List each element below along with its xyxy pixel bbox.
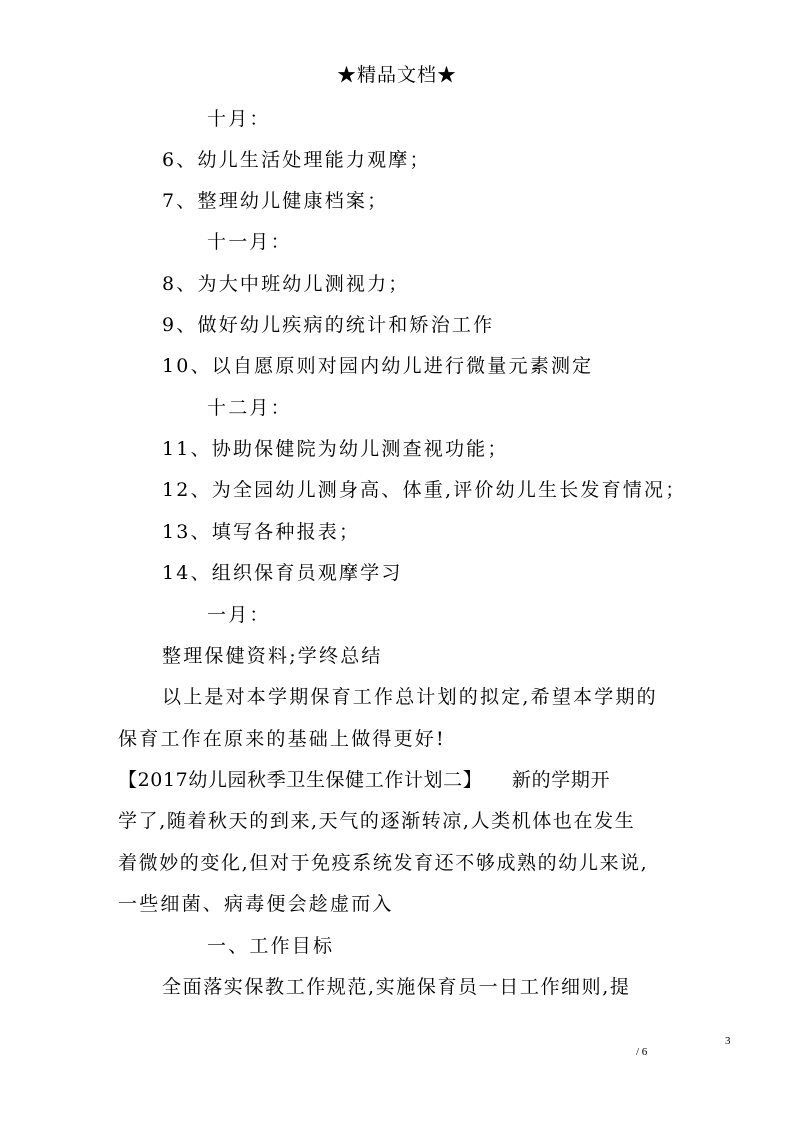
plan-item-6: 6、幼儿生活处理能力观摩； <box>162 149 431 171</box>
document-header: ★精品文档★ <box>336 64 457 86</box>
plan-item-10: 10、以自愿原则对园内幼儿进行微量元素测定 <box>162 355 594 377</box>
plan-item-9: 9、做好幼儿疾病的统计和矫治工作 <box>162 314 495 336</box>
plan-item-14: 14、组织保育员观摩学习 <box>162 562 403 584</box>
plan-item-11: 11、协助保健院为幼儿测查视功能； <box>162 438 509 460</box>
plan-item-12: 12、为全园幼儿测身高、体重,评价幼儿生长发育情况； <box>162 479 687 501</box>
page-number: 3 <box>725 1035 731 1047</box>
plan-item-7: 7、整理幼儿健康档案； <box>162 190 389 212</box>
intro-paragraph-line-1: 学了,随着秋天的到来,天气的逐渐转凉,人类机体也在发生 <box>118 810 636 832</box>
section-title-plan-two: 【2017幼儿园秋季卫生保健工作计划二】 新的学期开 <box>118 769 611 791</box>
intro-paragraph-line-2: 着微妙的变化,但对于免疫系统发育还不够成熟的幼儿来说, <box>118 852 649 874</box>
month-heading-january: 一月： <box>207 604 271 626</box>
conclusion-line-1: 以上是对本学期保育工作总计划的拟定,希望本学期的 <box>162 686 658 708</box>
month-heading-december: 十二月： <box>207 397 292 419</box>
month-heading-november: 十一月： <box>207 231 292 253</box>
plan-item-8: 8、为大中班幼儿测视力； <box>162 273 410 295</box>
intro-paragraph-line-3: 一些细菌、病毒便会趁虚而入 <box>118 893 394 915</box>
plan-item-january: 整理保健资料;学终总结 <box>162 645 383 667</box>
page-total: / 6 <box>636 1046 648 1058</box>
conclusion-line-2: 保育工作在原来的基础上做得更好! <box>118 728 446 750</box>
month-heading-october: 十月： <box>207 108 271 130</box>
plan-item-13: 13、填写各种报表； <box>162 521 361 543</box>
section-heading-work-goals: 一、工作目标 <box>207 935 335 957</box>
goals-paragraph-line-1: 全面落实保教工作规范,实施保育员一日工作细则,提 <box>162 976 631 998</box>
